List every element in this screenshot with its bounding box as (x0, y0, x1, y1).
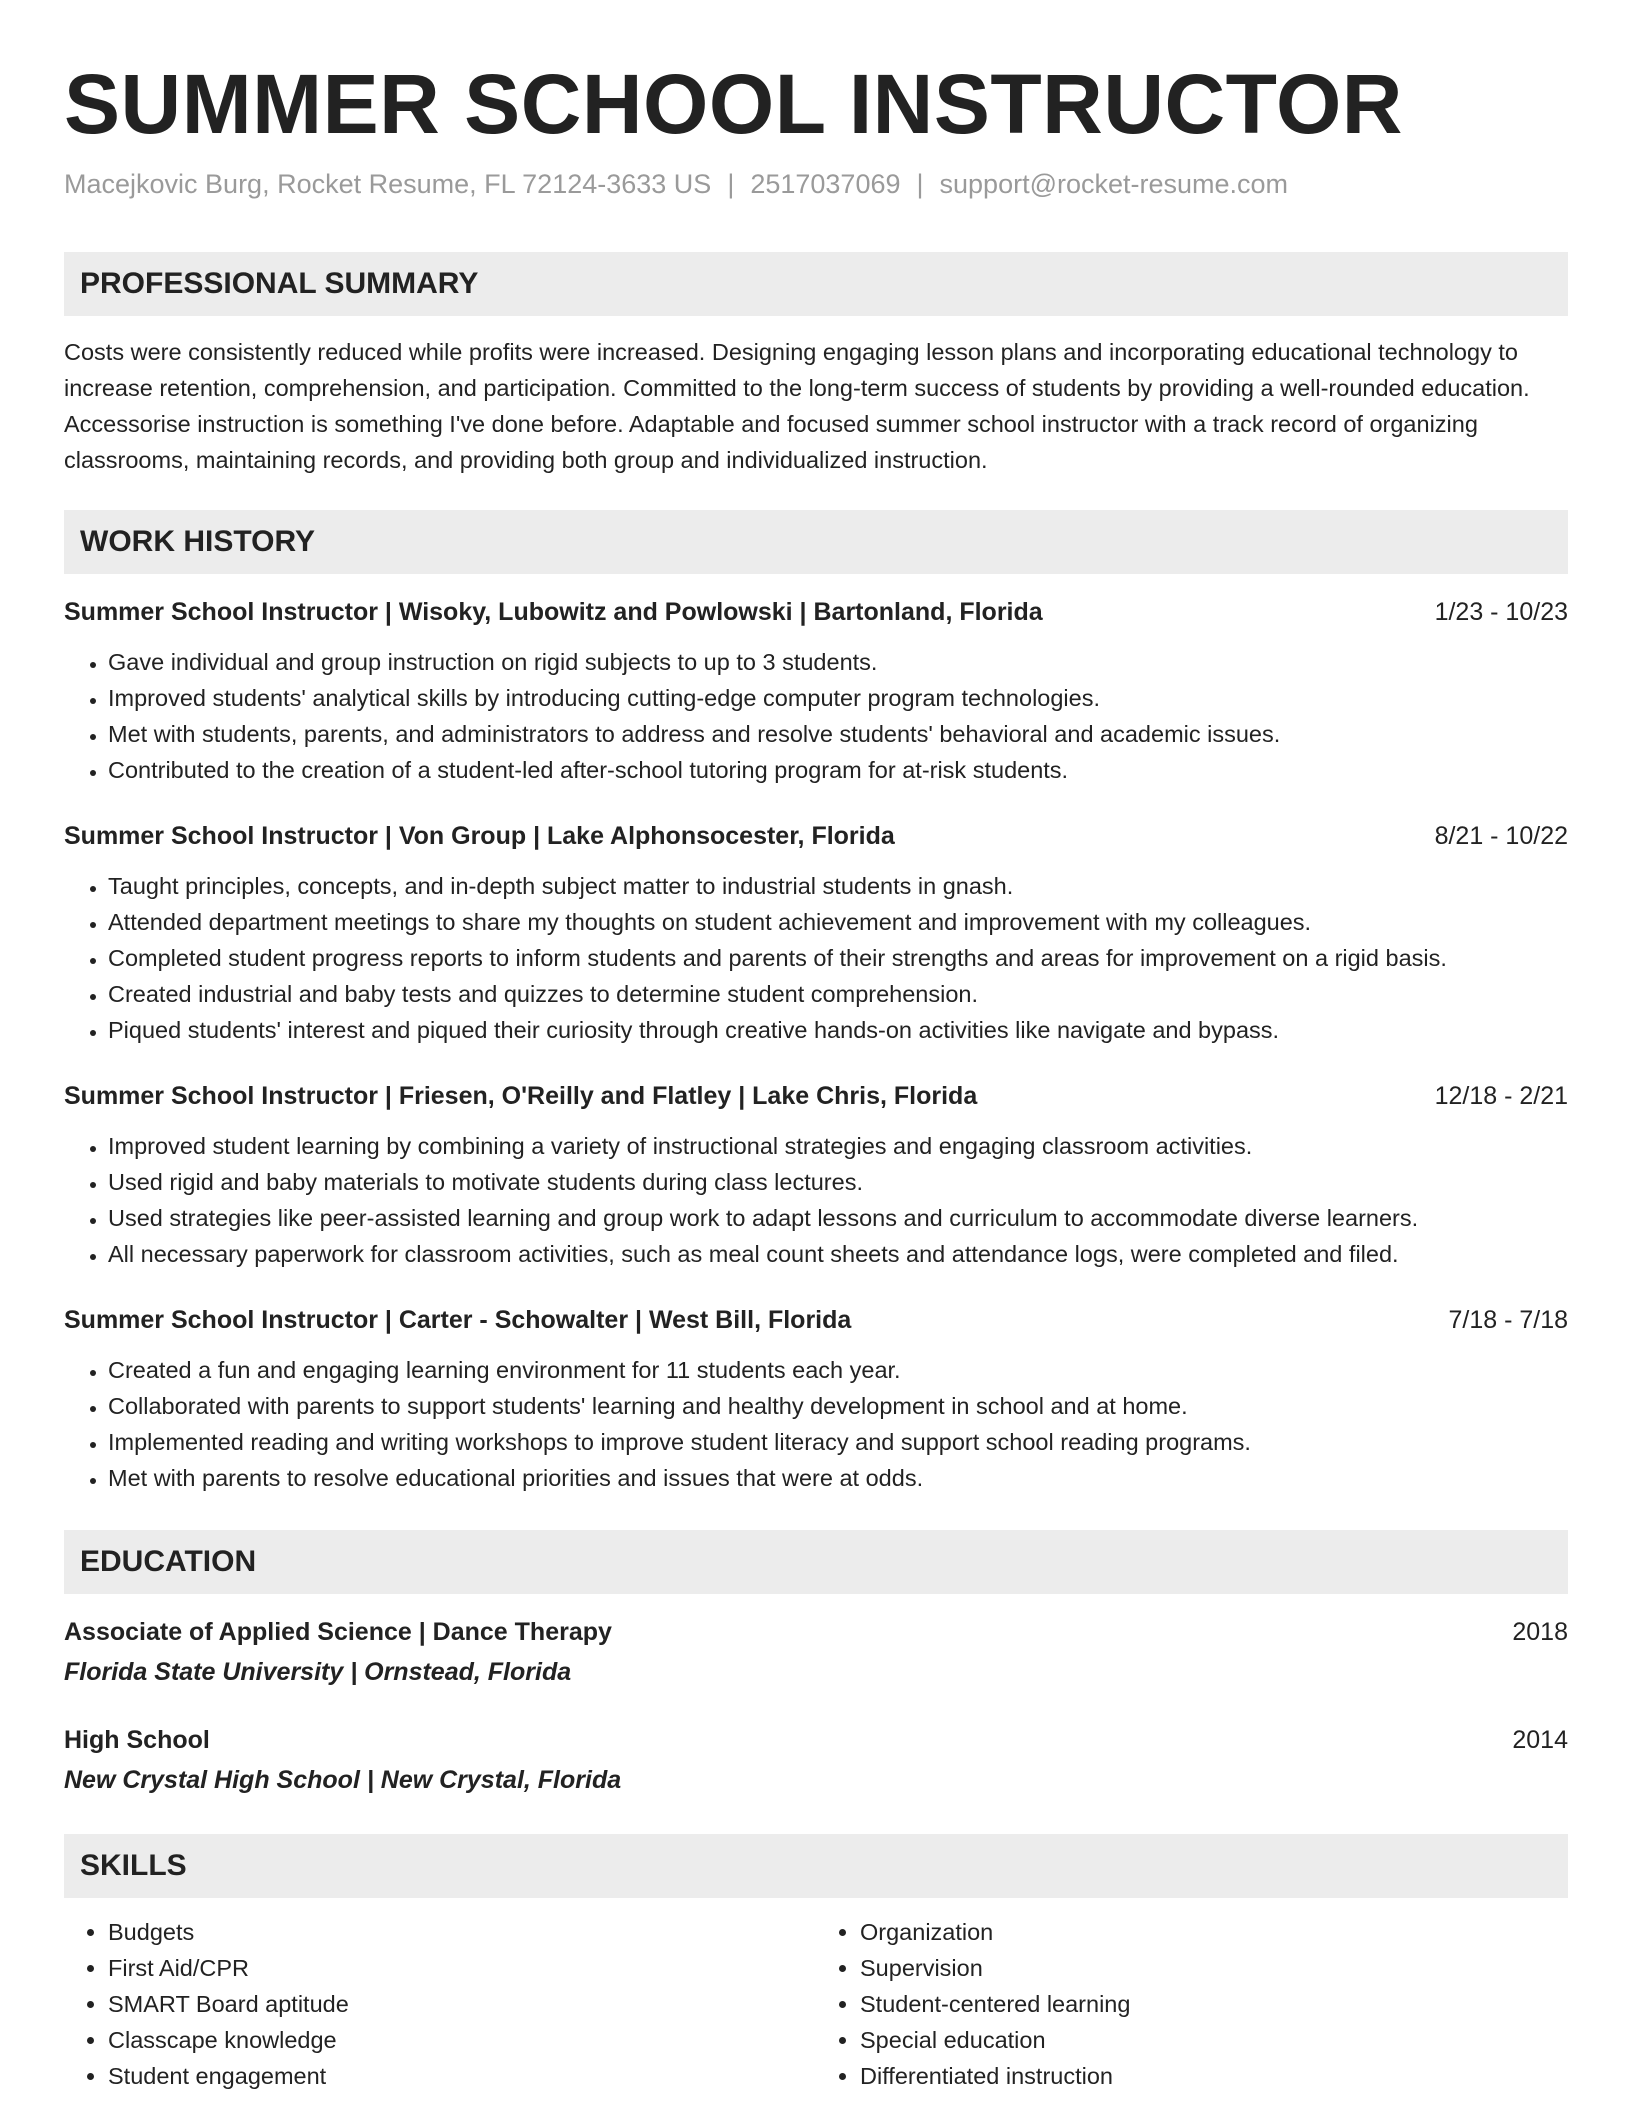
job-title: Summer School Instructor | Wisoky, Lubowitz and Powlowski | Bartonland, Florida (64, 598, 1043, 626)
job-entry (64, 818, 1568, 1048)
job-header (64, 1302, 1568, 1338)
job-bullet: • Created a fun and engaging learning environment for 11 students each year. (108, 1352, 1568, 1388)
education-section (64, 1530, 1568, 1798)
skills-heading: SKILLS (64, 1834, 1568, 1898)
job-bullets (64, 868, 1568, 1048)
skills-column-right (816, 1914, 1568, 2094)
education-school: New Crystal High School | New Crystal, Florida (64, 1766, 622, 1794)
education-entry (64, 1722, 1568, 1798)
job-bullet: • Collaborated with parents to support students' learning and healthy development in school and at home. (108, 1388, 1568, 1424)
job-date: 8/21 - 10/22 (1434, 822, 1568, 850)
skill-item: • Student-centered learning (860, 1986, 1568, 2022)
job-bullets (64, 644, 1568, 788)
skill-item: • Special education (860, 2022, 1568, 2058)
job-header (64, 594, 1568, 630)
job-title: Summer School Instructor | Von Group | Lake Alphonsocester, Florida (64, 822, 895, 850)
job-bullet: • Met with parents to resolve educational priorities and issues that were at odds. (108, 1460, 1568, 1496)
education-school: Florida State University | Ornstead, Florida (64, 1658, 572, 1686)
job-entry (64, 1078, 1568, 1272)
contact-address: Macejkovic Burg, Rocket Resume, FL 72124-3633 US (64, 169, 712, 199)
job-bullets (64, 1128, 1568, 1272)
job-bullet: • Created industrial and baby tests and quizzes to determine student comprehension. (108, 976, 1568, 1012)
summary-heading: PROFESSIONAL SUMMARY (64, 252, 1568, 316)
skill-item: • Differentiated instruction (860, 2058, 1568, 2094)
job-bullet: • Attended department meetings to share my thoughts on student achievement and improvement with my colleagues. (108, 904, 1568, 940)
job-title: Summer School Instructor | Friesen, O'Reilly and Flatley | Lake Chris, Florida (64, 1082, 978, 1110)
work-history-section (64, 510, 1568, 1496)
summary-text: Costs were consistently reduced while profits were increased. Designing engaging lesson plans and incorporating educational technology to increase retention, comprehension, and participation. Committed to the long-term success of students by providing a well-rounded education. Accessorise instruction is something I've done before. Adaptable and focused summer school instructor with a track record of organizing classrooms, maintaining records, and providing both group and individualized instruction. (64, 339, 1530, 473)
skill-item: • Supervision (860, 1950, 1568, 1986)
contact-email: support@rocket-resume.com (939, 169, 1289, 199)
job-bullet: • Improved students' analytical skills by introducing cutting-edge computer program technologies. (108, 680, 1568, 716)
job-date: 12/18 - 2/21 (1434, 1082, 1568, 1110)
job-bullet: • Contributed to the creation of a student-led after-school tutoring program for at-risk students. (108, 752, 1568, 788)
skills-section (64, 1834, 1568, 2094)
contact-separator: | (916, 169, 924, 199)
skill-item: • Classcape knowledge (108, 2022, 816, 2058)
job-bullet: • Used strategies like peer-assisted learning and group work to adapt lessons and curriculum to accommodate diverse learners. (108, 1200, 1568, 1236)
skill-item: • First Aid/CPR (108, 1950, 816, 1986)
work-history-heading: WORK HISTORY (64, 510, 1568, 574)
skill-item: • Organization (860, 1914, 1568, 1950)
summary-section (64, 252, 1568, 478)
job-bullet: • Improved student learning by combining a variety of instructional strategies and engaging classroom activities. (108, 1128, 1568, 1164)
skill-item: • Budgets (108, 1914, 816, 1950)
job-date: 1/23 - 10/23 (1434, 598, 1568, 626)
education-year: 2018 (1512, 1618, 1568, 1646)
education-degree: Associate of Applied Science | Dance Therapy (64, 1618, 612, 1646)
job-bullets (64, 1352, 1568, 1496)
contact-line (64, 166, 1568, 202)
job-bullet: • Taught principles, concepts, and in-depth subject matter to industrial students in gnash. (108, 868, 1568, 904)
job-bullet: • Met with students, parents, and administrators to address and resolve students' behavioral and academic issues. (108, 716, 1568, 752)
job-entry (64, 594, 1568, 788)
job-bullet: • Piqued students' interest and piqued their curiosity through creative hands-on activities like navigate and bypass. (108, 1012, 1568, 1048)
education-header (64, 1614, 1568, 1650)
job-date: 7/18 - 7/18 (1448, 1306, 1568, 1334)
skills-grid (64, 1914, 1568, 2094)
skills-column-left (64, 1914, 816, 2094)
education-degree: High School (64, 1726, 210, 1754)
job-bullet: • Completed student progress reports to inform students and parents of their strengths and areas for improvement on a rigid basis. (108, 940, 1568, 976)
job-bullet: • All necessary paperwork for classroom activities, such as meal count sheets and attendance logs, were completed and filed. (108, 1236, 1568, 1272)
skill-item: • SMART Board aptitude (108, 1986, 816, 2022)
job-bullet: • Used rigid and baby materials to motivate students during class lectures. (108, 1164, 1568, 1200)
job-title: Summer School Instructor | Carter - Schowalter | West Bill, Florida (64, 1306, 852, 1334)
education-year: 2014 (1512, 1726, 1568, 1754)
job-bullet: • Implemented reading and writing workshops to improve student literacy and support school reading programs. (108, 1424, 1568, 1460)
contact-phone: 2517037069 (750, 169, 901, 199)
education-entry (64, 1614, 1568, 1690)
job-header (64, 818, 1568, 854)
education-heading: EDUCATION (64, 1530, 1568, 1594)
contact-separator: | (727, 169, 735, 199)
skill-item: • Student engagement (108, 2058, 816, 2094)
job-entry (64, 1302, 1568, 1496)
candidate-name: SUMMER SCHOOL INSTRUCTOR (64, 57, 1403, 151)
job-header (64, 1078, 1568, 1114)
education-header (64, 1722, 1568, 1758)
job-bullet: • Gave individual and group instruction on rigid subjects to up to 3 students. (108, 644, 1568, 680)
